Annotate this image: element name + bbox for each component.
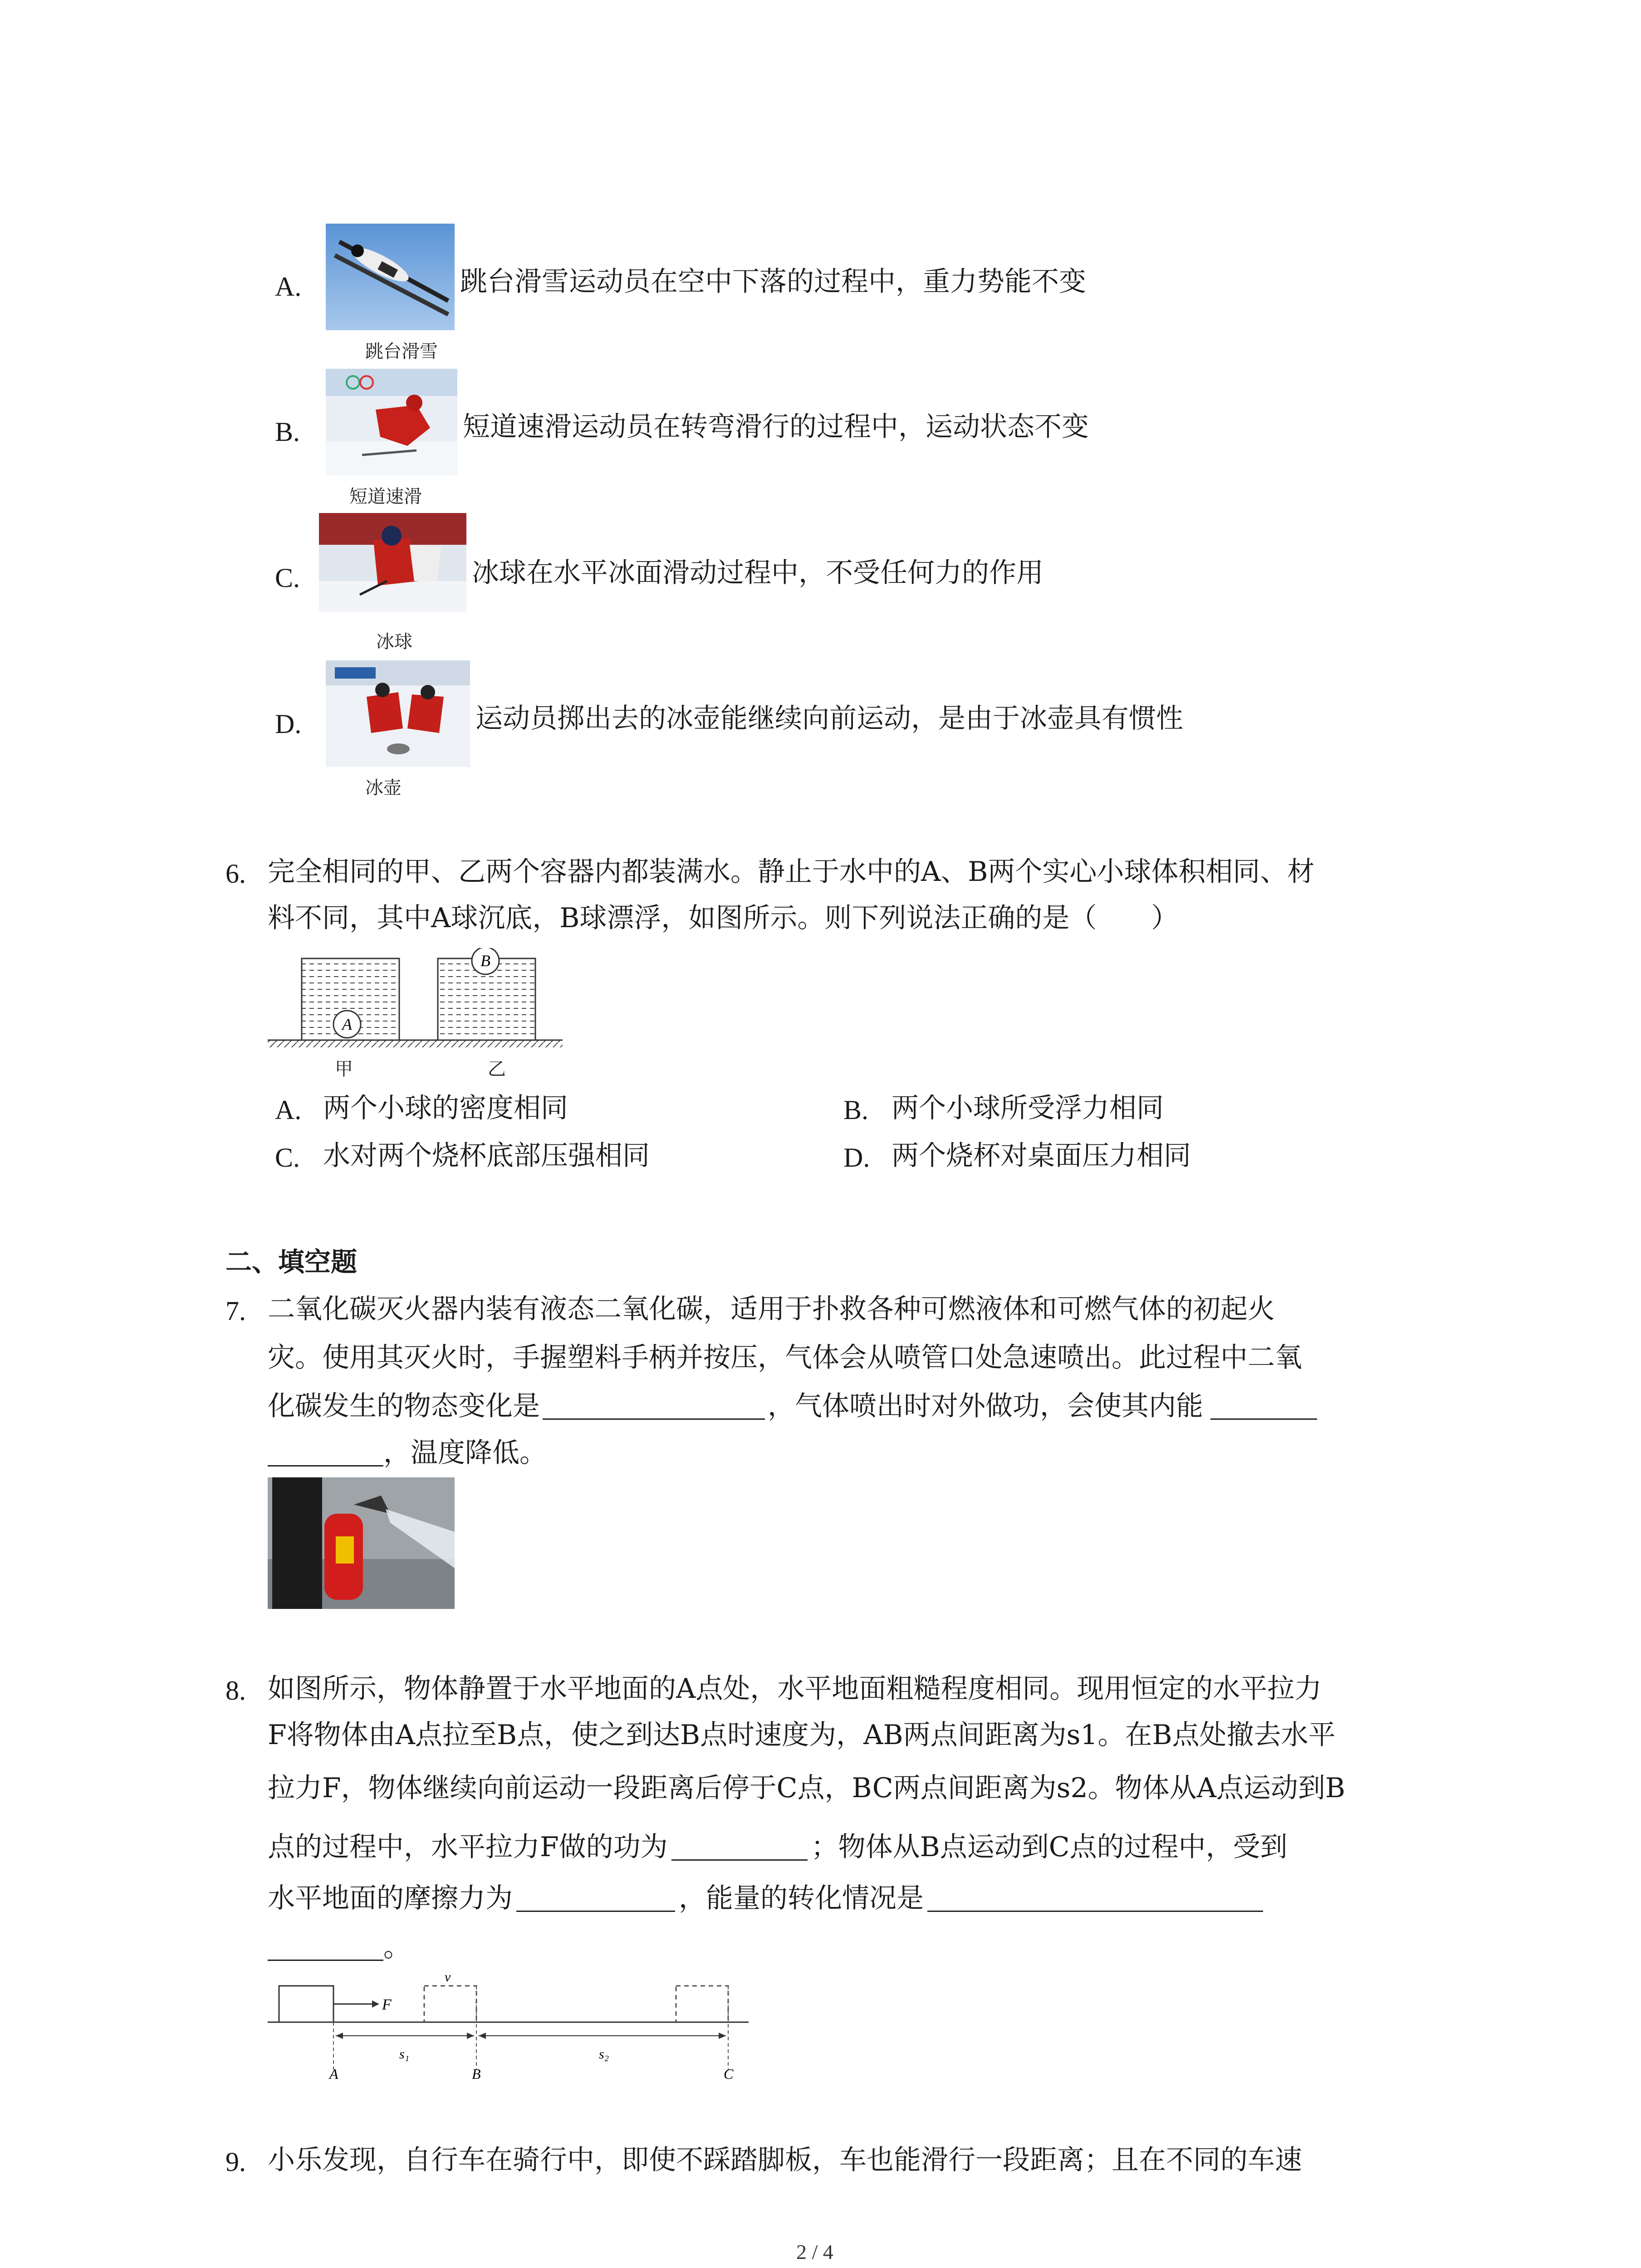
q5-option-b-letter: B. <box>275 417 300 447</box>
q6-label-jia: 甲 <box>335 1059 353 1080</box>
q6-line2: 料不同，其中A球沉底，B球漂浮，如图所示。则下列说法正确的是（ ） <box>268 902 1179 934</box>
q6-line1: 完全相同的甲、乙两个容器内都装满水。静止于水中的A、B两个实心小球体积相同、材 <box>268 856 1315 888</box>
q7-number: 7. <box>225 1296 246 1326</box>
q6-option-d-letter: D. <box>843 1143 870 1173</box>
q5-option-a-letter: A. <box>275 272 302 302</box>
q8-blank-1[interactable] <box>671 1837 808 1861</box>
q6-container-figure <box>268 948 567 1089</box>
q6-option-c-text: 水对两个烧杯底部压强相同 <box>323 1140 650 1172</box>
q7-blank-1[interactable] <box>543 1396 765 1420</box>
q5-option-b-text: 短道速滑运动员在转弯滑行的过程中，运动状态不变 <box>463 411 1089 443</box>
q6-number: 6. <box>225 859 246 889</box>
q6-ball-a-label: A <box>342 1015 352 1033</box>
q5-option-a-caption: 跳台滑雪 <box>365 341 438 362</box>
q5-option-d-caption: 冰壶 <box>365 777 402 798</box>
q5-option-d-letter: D. <box>275 709 302 739</box>
q8-number: 8. <box>225 1676 246 1706</box>
q5-option-c-text: 冰球在水平冰面滑动过程中，不受任何力的作用 <box>472 557 1043 589</box>
q8-point-b: B <box>472 2066 481 2081</box>
q8-line5-start: 水平地面的摩擦力为 <box>268 1882 513 1914</box>
q8-motion-figure <box>268 1968 749 2081</box>
q5-option-d-text: 运动员掷出去的冰壶能继续向前运动，是由于冰壶具有惯性 <box>475 703 1183 734</box>
q8-line2: F将物体由A点拉至B点，使之到达B点时速度为，AB两点间距离为s1。在B点处撤去水平 <box>268 1719 1336 1751</box>
ice-hockey-photo <box>319 513 466 612</box>
q7-line3-start: 化碳发生的物态变化是 <box>268 1390 540 1422</box>
q8-line4-end: ；物体从B点运动到C点的过程中，受到 <box>811 1831 1288 1863</box>
q8-line4 <box>268 1833 1288 1861</box>
q7-blank-2b[interactable] <box>268 1442 383 1466</box>
ski-jump-photo <box>326 224 455 330</box>
q8-line5 <box>268 1882 1263 1914</box>
q7-line2: 灾。使用其灭火时，手握塑料手柄并按压，气体会从喷管口处急速喷出。此过程中二氧 <box>268 1342 1302 1374</box>
q9-number: 9. <box>225 2147 246 2177</box>
fire-extinguisher-photo <box>268 1477 455 1609</box>
q8-s1-label: s₁ <box>399 2047 410 2062</box>
q6-option-b-text: 两个小球所受浮力相同 <box>892 1092 1164 1124</box>
q6-option-c-letter: C. <box>275 1143 300 1173</box>
q8-blank-3b[interactable] <box>268 1937 383 1961</box>
q8-line5-end: ，能量的转化情况是 <box>679 1882 924 1914</box>
q8-line4-start: 点的过程中，水平拉力F做的功为 <box>268 1831 668 1863</box>
q8-point-c: C <box>724 2066 734 2081</box>
speed-skating-photo <box>326 369 457 475</box>
curling-photo <box>326 660 470 767</box>
q8-force-label: F <box>382 1996 392 2013</box>
q5-option-a-text: 跳台滑雪运动员在空中下落的过程中，重力势能不变 <box>460 266 1086 298</box>
q5-option-b-caption: 短道速滑 <box>349 486 422 507</box>
q5-option-c-letter: C. <box>275 563 300 593</box>
q7-blank-2a[interactable] <box>1210 1396 1317 1420</box>
q8-line3: 拉力F，物体继续向前运动一段距离后停于C点，BC两点间距离为s2。物体从A点运动到B <box>268 1772 1346 1804</box>
q7-line4 <box>268 1437 547 1469</box>
q8-velocity-label: v <box>445 1970 451 1984</box>
q8-line1: 如图所示，物体静置于水平地面的A点处，水平地面粗糙程度相同。现用恒定的水平拉力 <box>268 1673 1322 1705</box>
q8-line6 <box>268 1931 411 1963</box>
q6-option-a-text: 两个小球的密度相同 <box>323 1092 568 1124</box>
q6-ball-b-label: B <box>480 952 490 970</box>
q8-blank-2[interactable] <box>516 1888 675 1912</box>
q8-point-a: A <box>329 2066 338 2081</box>
q7-line1: 二氧化碳灭火器内装有液态二氧化碳，适用于扑救各种可燃液体和可燃气体的初起火 <box>268 1293 1275 1325</box>
q7-line3-end: ，气体喷出时对外做功，会使其内能 <box>768 1390 1203 1422</box>
page-number: 2 / 4 <box>796 2240 833 2263</box>
q5-option-c-caption: 冰球 <box>376 631 412 652</box>
q7-line3 <box>268 1390 1317 1422</box>
q6-label-yi: 乙 <box>488 1059 506 1080</box>
q7-line4-text: ，温度降低。 <box>383 1437 547 1469</box>
q6-option-a-letter: A. <box>275 1095 302 1125</box>
q8-blank-3a[interactable] <box>927 1888 1263 1912</box>
q8-line6-text: 。 <box>383 1931 411 1963</box>
q8-s2-label: s₂ <box>599 2047 609 2062</box>
section-title: 二、填空题 <box>225 1246 358 1277</box>
q9-line1: 小乐发现，自行车在骑行中，即使不踩踏脚板，车也能滑行一段距离；且在不同的车速 <box>268 2144 1302 2176</box>
q6-option-b-letter: B. <box>843 1095 869 1125</box>
q6-option-d-text: 两个烧杯对桌面压力相同 <box>892 1140 1191 1172</box>
